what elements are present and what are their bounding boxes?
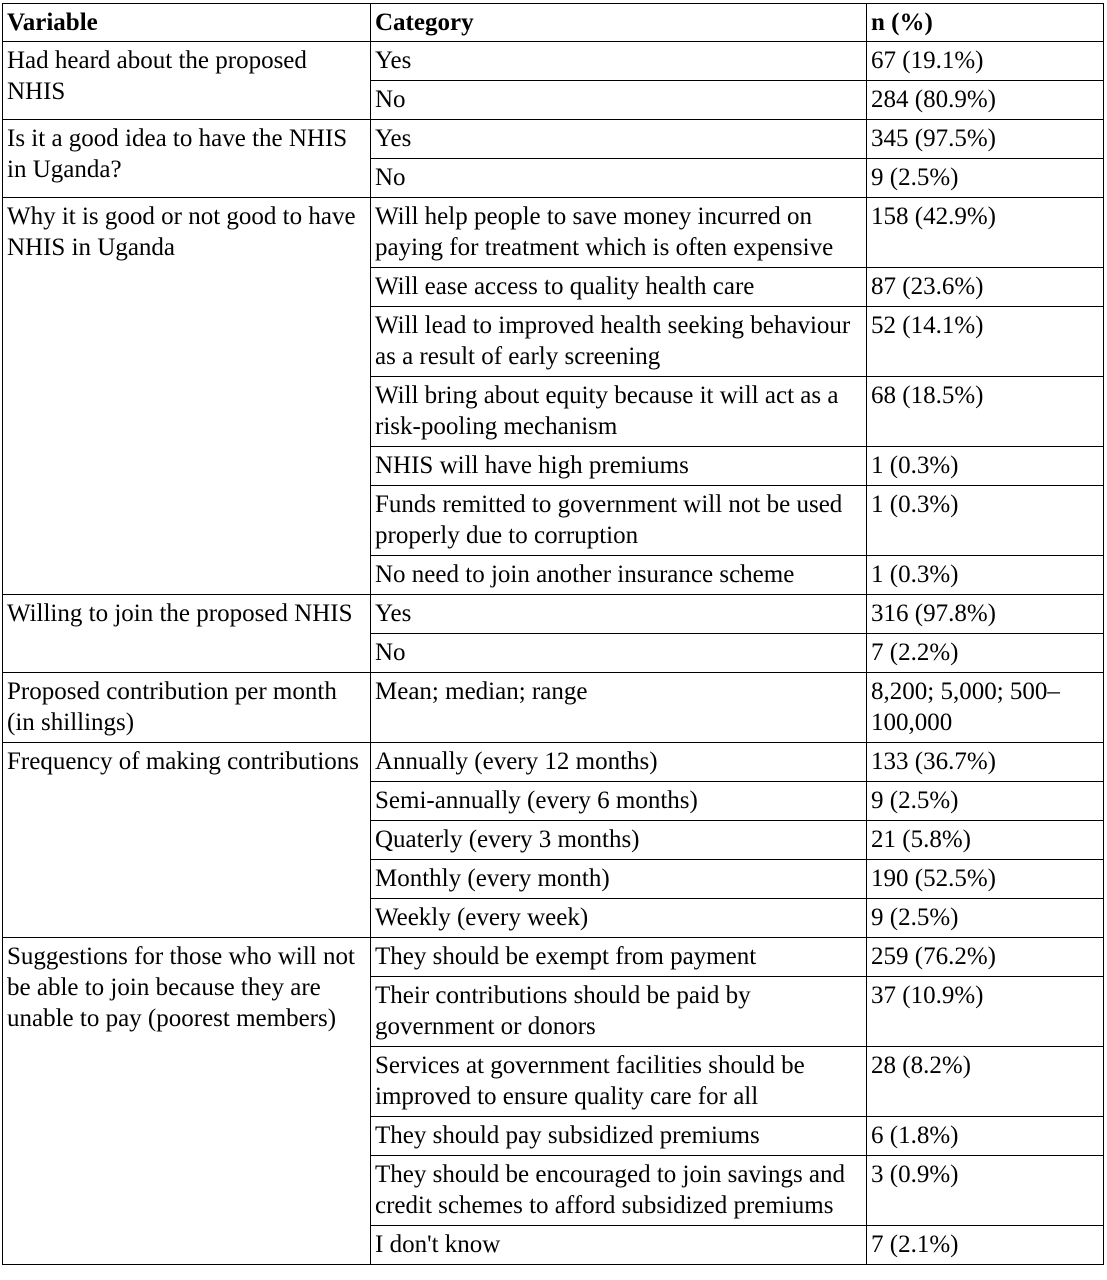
- table-row: [3, 120, 1104, 159]
- count-percent-cell: 52 (14.1%): [867, 307, 1104, 377]
- count-percent-cell: 8,200; 5,000; 500–100,000: [867, 673, 1104, 743]
- category-cell: They should pay subsidized premiums: [371, 1117, 867, 1156]
- category-cell: Will help people to save money incurred on paying for treatment which is often expensive: [371, 198, 867, 268]
- count-percent-cell: 316 (97.8%): [867, 595, 1104, 634]
- count-percent-cell: 6 (1.8%): [867, 1117, 1104, 1156]
- category-cell: No need to join another insurance scheme: [371, 556, 867, 595]
- table-body: [3, 42, 1104, 1265]
- category-cell: Yes: [371, 42, 867, 81]
- count-percent-cell: 1 (0.3%): [867, 447, 1104, 486]
- table-row: [3, 938, 1104, 977]
- category-cell: Funds remitted to government will not be used properly due to corruption: [371, 486, 867, 556]
- category-cell: NHIS will have high premiums: [371, 447, 867, 486]
- count-percent-cell: 3 (0.9%): [867, 1156, 1104, 1226]
- count-percent-cell: 21 (5.8%): [867, 821, 1104, 860]
- count-percent-cell: 345 (97.5%): [867, 120, 1104, 159]
- count-percent-cell: 7 (2.2%): [867, 634, 1104, 673]
- variable-cell: Suggestions for those who will not be able to join because they are unable to pay (poorest members): [3, 938, 371, 1265]
- count-percent-cell: 37 (10.9%): [867, 977, 1104, 1047]
- variable-cell: Frequency of making contributions: [3, 743, 371, 938]
- table-row: [3, 42, 1104, 81]
- count-percent-cell: 1 (0.3%): [867, 556, 1104, 595]
- count-percent-cell: 190 (52.5%): [867, 860, 1104, 899]
- header-row: [3, 4, 1104, 42]
- count-percent-cell: 87 (23.6%): [867, 268, 1104, 307]
- count-percent-cell: 9 (2.5%): [867, 159, 1104, 198]
- count-percent-cell: 7 (2.1%): [867, 1226, 1104, 1265]
- category-cell: No: [371, 159, 867, 198]
- table-header: [3, 4, 1104, 42]
- category-cell: Their contributions should be paid by government or donors: [371, 977, 867, 1047]
- count-percent-cell: 9 (2.5%): [867, 782, 1104, 821]
- count-percent-cell: 68 (18.5%): [867, 377, 1104, 447]
- count-percent-cell: 28 (8.2%): [867, 1047, 1104, 1117]
- category-cell: Yes: [371, 595, 867, 634]
- count-percent-cell: 67 (19.1%): [867, 42, 1104, 81]
- category-cell: No: [371, 81, 867, 120]
- count-percent-cell: 1 (0.3%): [867, 486, 1104, 556]
- category-cell: Annually (every 12 months): [371, 743, 867, 782]
- count-percent-cell: 259 (76.2%): [867, 938, 1104, 977]
- table-row: [3, 673, 1104, 743]
- table-row: [3, 743, 1104, 782]
- variable-cell: Had heard about the proposed NHIS: [3, 42, 371, 120]
- variable-cell: Is it a good idea to have the NHIS in Uganda?: [3, 120, 371, 198]
- count-percent-cell: 284 (80.9%): [867, 81, 1104, 120]
- header-variable: Variable: [3, 4, 371, 42]
- count-percent-cell: 9 (2.5%): [867, 899, 1104, 938]
- table-row: [3, 198, 1104, 268]
- category-cell: Will bring about equity because it will act as a risk-pooling mechanism: [371, 377, 867, 447]
- variable-cell: Proposed contribution per month (in shillings): [3, 673, 371, 743]
- category-cell: Will lead to improved health seeking behaviour as a result of early screening: [371, 307, 867, 377]
- category-cell: They should be exempt from payment: [371, 938, 867, 977]
- category-cell: Semi-annually (every 6 months): [371, 782, 867, 821]
- category-cell: Will ease access to quality health care: [371, 268, 867, 307]
- variable-cell: Willing to join the proposed NHIS: [3, 595, 371, 673]
- results-table: [2, 3, 1104, 1265]
- table-row: [3, 595, 1104, 634]
- category-cell: They should be encouraged to join savings and credit schemes to afford subsidized premiums: [371, 1156, 867, 1226]
- variable-cell: Why it is good or not good to have NHIS in Uganda: [3, 198, 371, 595]
- category-cell: I don't know: [371, 1226, 867, 1265]
- count-percent-cell: 158 (42.9%): [867, 198, 1104, 268]
- header-category: Category: [371, 4, 867, 42]
- category-cell: Monthly (every month): [371, 860, 867, 899]
- category-cell: Weekly (every week): [371, 899, 867, 938]
- category-cell: Services at government facilities should be improved to ensure quality care for all: [371, 1047, 867, 1117]
- category-cell: No: [371, 634, 867, 673]
- category-cell: Mean; median; range: [371, 673, 867, 743]
- category-cell: Yes: [371, 120, 867, 159]
- header-n-percent: n (%): [867, 4, 1104, 42]
- category-cell: Quaterly (every 3 months): [371, 821, 867, 860]
- count-percent-cell: 133 (36.7%): [867, 743, 1104, 782]
